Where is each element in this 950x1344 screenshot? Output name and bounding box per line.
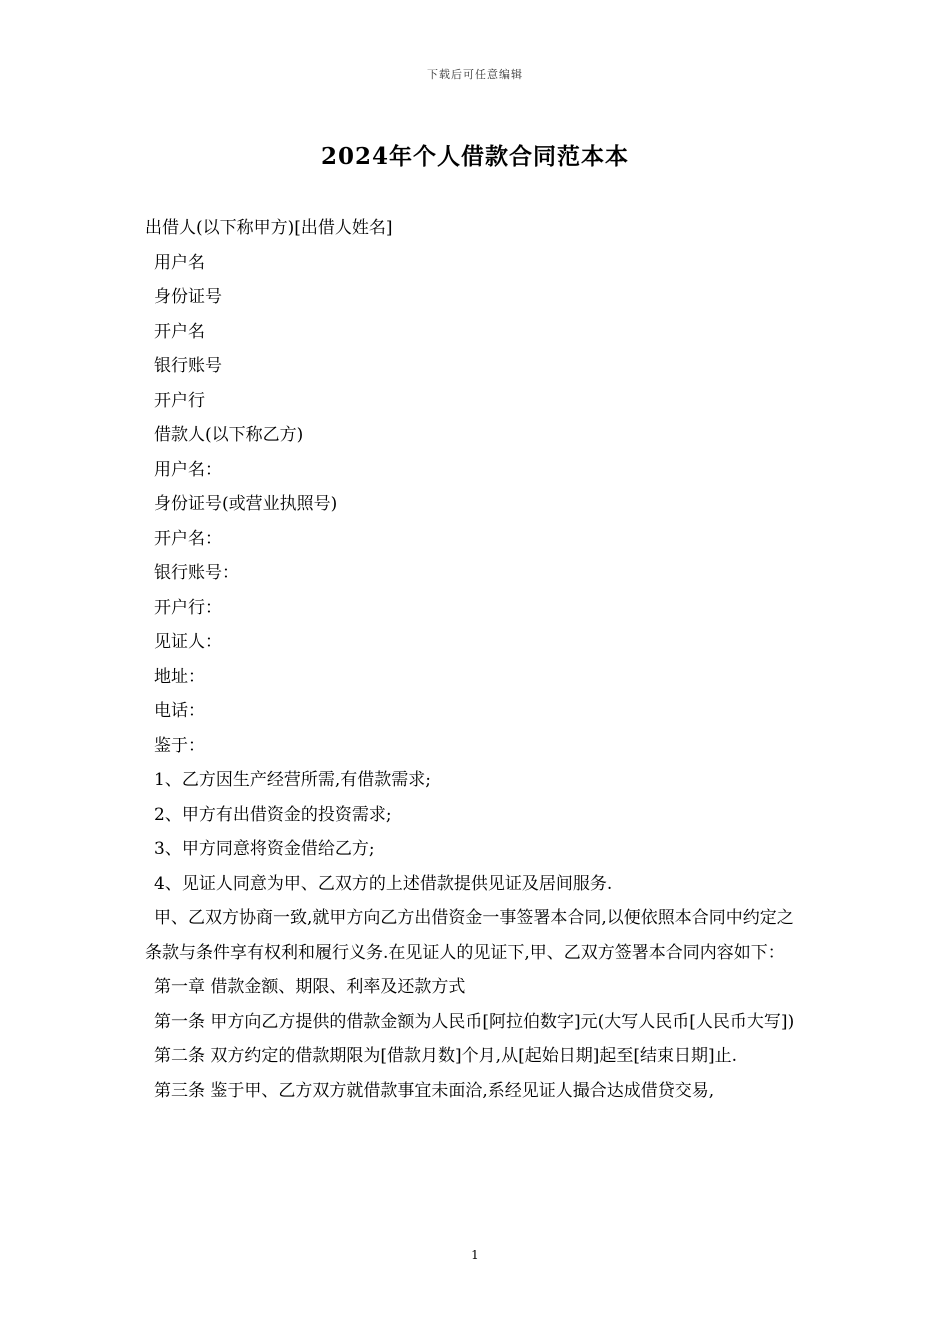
witness-line: 见证人：	[154, 632, 222, 652]
borrower-account-name-line: 开户名：	[154, 528, 222, 549]
whereas-line: 鉴于：	[154, 735, 205, 756]
lender-username-line: 用户名	[154, 252, 205, 273]
lender-bank-line: 开户行	[154, 390, 205, 411]
contract-body	[145, 211, 810, 1108]
borrower-bank-account-line: 银行账号：	[154, 563, 239, 583]
phone-line: 电话：	[154, 701, 205, 721]
article-one: 第一条 甲方向乙方提供的借款金额为人民币[阿拉伯数字]元(大写人民币[人民币大写])	[154, 1011, 795, 1032]
whereas-item-2: 2、甲方有出借资金的投资需求;	[154, 804, 392, 825]
borrower-line: 借款人(以下称乙方)	[154, 425, 304, 445]
agreement-paragraph: 甲、乙双方协商一致,就甲方向乙方出借资金一事签署本合同,以便依照本合同中约定之条款与条件享有权利和履行义务.在见证人的见证下,甲、乙双方签署本合同内容如下：	[145, 908, 794, 963]
borrower-id-line: 身份证号(或营业执照号)	[154, 494, 338, 514]
lender-account-name-line: 开户名	[154, 321, 205, 342]
lender-line: 出借人(以下称甲方)[出借人姓名]	[145, 218, 393, 238]
article-two: 第二条 双方约定的借款期限为[借款月数]个月,从[起始日期]起至[结束日期]止.	[154, 1046, 738, 1066]
article-three: 第三条 鉴于甲、乙方双方就借款事宜未面洽,系经见证人撮合达成借贷交易,	[154, 1080, 715, 1101]
chapter-one-heading: 第一章 借款金额、期限、利率及还款方式	[154, 977, 466, 997]
address-line: 地址：	[154, 666, 205, 687]
whereas-item-4: 4、见证人同意为甲、乙双方的上述借款提供见证及居间服务.	[154, 873, 613, 894]
document-title: 2024年个人借款合同范本本	[320, 143, 629, 170]
borrower-bank-line: 开户行：	[154, 597, 222, 618]
lender-bank-account-line: 银行账号	[154, 356, 222, 376]
whereas-item-3: 3、甲方同意将资金借给乙方;	[154, 839, 375, 859]
lender-id-line: 身份证号	[154, 287, 222, 307]
page-number: 1	[471, 1248, 479, 1262]
header-note: 下载后可任意编辑	[427, 68, 523, 81]
borrower-username-line: 用户名：	[154, 459, 222, 480]
whereas-item-1: 1、乙方因生产经营所需,有借款需求;	[154, 770, 431, 790]
